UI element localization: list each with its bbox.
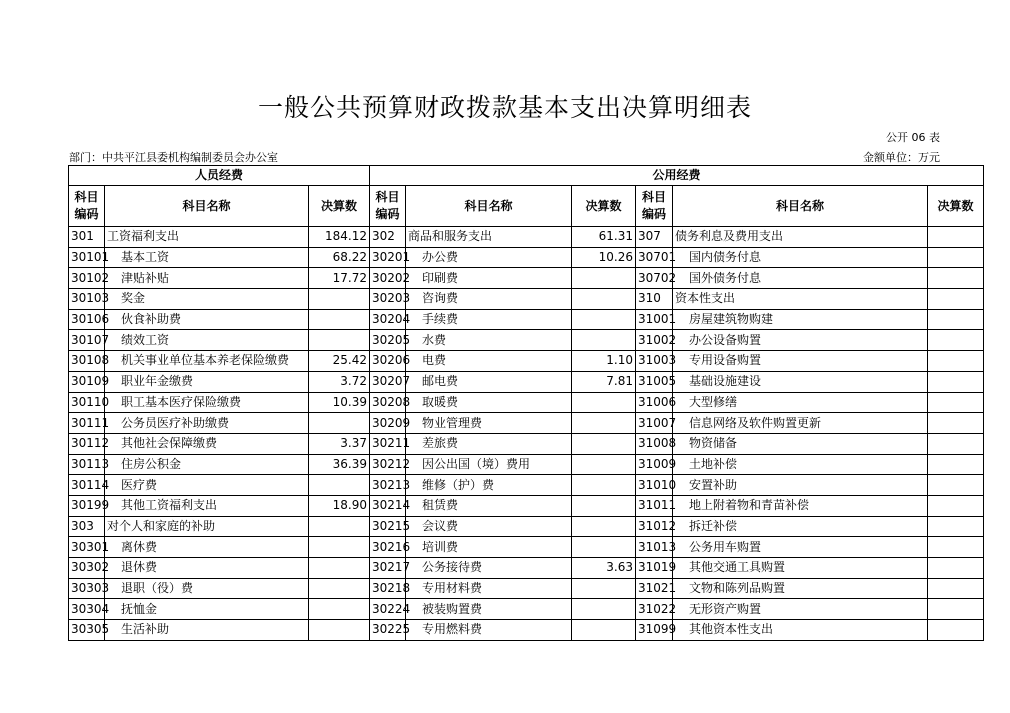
header-name: 科目名称 [673, 186, 928, 227]
amount-cell [572, 413, 636, 434]
amount-cell [928, 558, 984, 579]
subject-code-cell: 30213 [370, 475, 406, 496]
table-row [69, 558, 984, 579]
header-code: 科目编码 [69, 186, 105, 227]
amount-cell: 18.90 [309, 495, 370, 516]
subject-name-cell: 其他资本性支出 [673, 620, 928, 641]
amount-cell [309, 413, 370, 434]
subject-name-cell: 因公出国（境）费用 [406, 454, 572, 475]
amount-cell: 17.72 [309, 268, 370, 289]
amount-cell [928, 516, 984, 537]
amount-cell [928, 620, 984, 641]
subject-code-cell: 30108 [69, 351, 105, 372]
subject-name-cell: 离休费 [105, 537, 309, 558]
department-label: 部门：中共平江县委机构编制委员会办公室 [69, 151, 278, 164]
subject-name-cell: 咨询费 [406, 289, 572, 310]
subject-name-cell: 地上附着物和青苗补偿 [673, 495, 928, 516]
subject-code-cell: 31001 [636, 309, 673, 330]
subject-code-cell: 30109 [69, 371, 105, 392]
subject-code-cell: 30304 [69, 599, 105, 620]
subject-code-cell: 31011 [636, 495, 673, 516]
subject-code-cell: 30216 [370, 537, 406, 558]
subject-name-cell: 租赁费 [406, 495, 572, 516]
subject-code-cell: 30113 [69, 454, 105, 475]
table-row [69, 599, 984, 620]
amount-cell: 10.39 [309, 392, 370, 413]
amount-cell: 184.12 [309, 227, 370, 248]
subject-code-cell: 31010 [636, 475, 673, 496]
subject-name-cell: 公务用车购置 [673, 537, 928, 558]
amount-cell [572, 495, 636, 516]
subject-name-cell: 无形资产购置 [673, 599, 928, 620]
subject-code-cell: 31002 [636, 330, 673, 351]
amount-cell [309, 330, 370, 351]
subject-name-cell: 被装购置费 [406, 599, 572, 620]
subject-code-cell: 30199 [69, 495, 105, 516]
subject-code-cell: 30301 [69, 537, 105, 558]
subject-code-cell: 30218 [370, 578, 406, 599]
table-row [69, 268, 984, 289]
subject-code-cell: 31003 [636, 351, 673, 372]
subject-code-cell: 31007 [636, 413, 673, 434]
subject-name-cell: 商品和服务支出 [406, 227, 572, 248]
subject-code-cell: 30112 [69, 433, 105, 454]
subject-name-cell: 邮电费 [406, 371, 572, 392]
amount-cell: 3.63 [572, 558, 636, 579]
subject-name-cell: 其他社会保障缴费 [105, 433, 309, 454]
subject-code-cell: 31021 [636, 578, 673, 599]
amount-cell: 10.26 [572, 247, 636, 268]
subject-code-cell: 30225 [370, 620, 406, 641]
subject-name-cell: 医疗费 [105, 475, 309, 496]
subject-code-cell: 302 [370, 227, 406, 248]
subject-name-cell: 办公设备购置 [673, 330, 928, 351]
subject-code-cell: 30211 [370, 433, 406, 454]
amount-cell [928, 475, 984, 496]
subject-name-cell: 专用设备购置 [673, 351, 928, 372]
subject-name-cell: 物资储备 [673, 433, 928, 454]
amount-cell [572, 454, 636, 475]
subject-code-cell: 30110 [69, 392, 105, 413]
amount-cell: 1.10 [572, 351, 636, 372]
subject-code-cell: 30114 [69, 475, 105, 496]
amount-cell [572, 309, 636, 330]
amount-cell [928, 371, 984, 392]
subject-name-cell: 维修（护）费 [406, 475, 572, 496]
amount-cell [309, 537, 370, 558]
table-row [69, 371, 984, 392]
amount-cell [309, 599, 370, 620]
subject-code-cell: 30212 [370, 454, 406, 475]
subject-code-cell: 30208 [370, 392, 406, 413]
header-name: 科目名称 [105, 186, 309, 227]
table-body [69, 227, 984, 641]
amount-cell [572, 330, 636, 351]
amount-cell: 7.81 [572, 371, 636, 392]
subject-name-cell: 生活补助 [105, 620, 309, 641]
subject-name-cell: 机关事业单位基本养老保险缴费 [105, 351, 309, 372]
subject-name-cell: 物业管理费 [406, 413, 572, 434]
amount-cell [572, 289, 636, 310]
expenditure-table [68, 165, 984, 641]
amount-cell [928, 309, 984, 330]
subject-code-cell: 31008 [636, 433, 673, 454]
subject-name-cell: 工资福利支出 [105, 227, 309, 248]
amount-cell [572, 392, 636, 413]
amount-cell [928, 330, 984, 351]
amount-cell [309, 578, 370, 599]
subject-code-cell: 30202 [370, 268, 406, 289]
amount-cell [928, 392, 984, 413]
subject-name-cell: 培训费 [406, 537, 572, 558]
subject-name-cell: 津贴补贴 [105, 268, 309, 289]
subject-name-cell: 差旅费 [406, 433, 572, 454]
amount-cell [309, 620, 370, 641]
subject-name-cell: 基础设施建设 [673, 371, 928, 392]
subject-code-cell: 30101 [69, 247, 105, 268]
subject-code-cell: 30205 [370, 330, 406, 351]
subject-name-cell: 职业年金缴费 [105, 371, 309, 392]
subject-code-cell: 31009 [636, 454, 673, 475]
amount-cell [572, 268, 636, 289]
subject-code-cell: 31099 [636, 620, 673, 641]
subject-code-cell: 31012 [636, 516, 673, 537]
subject-name-cell: 大型修缮 [673, 392, 928, 413]
amount-cell: 61.31 [572, 227, 636, 248]
amount-cell [928, 454, 984, 475]
subject-name-cell: 伙食补助费 [105, 309, 309, 330]
table-row [69, 330, 984, 351]
subject-name-cell: 拆迁补偿 [673, 516, 928, 537]
header-name: 科目名称 [406, 186, 572, 227]
subject-name-cell: 住房公积金 [105, 454, 309, 475]
table-row [69, 289, 984, 310]
subject-name-cell: 文物和陈列品购置 [673, 578, 928, 599]
subject-name-cell: 债务利息及费用支出 [673, 227, 928, 248]
subject-code-cell: 30102 [69, 268, 105, 289]
table-row [69, 433, 984, 454]
amount-cell [928, 289, 984, 310]
table-row [69, 413, 984, 434]
amount-cell: 3.37 [309, 433, 370, 454]
amount-cell [309, 475, 370, 496]
subject-code-cell: 30302 [69, 558, 105, 579]
subject-code-cell: 30217 [370, 558, 406, 579]
subject-name-cell: 安置补助 [673, 475, 928, 496]
amount-cell [928, 599, 984, 620]
subject-name-cell: 印刷费 [406, 268, 572, 289]
subject-code-cell: 30107 [69, 330, 105, 351]
subject-code-cell: 31019 [636, 558, 673, 579]
amount-cell [572, 599, 636, 620]
amount-cell [309, 558, 370, 579]
page-title: 一般公共预算财政拨款基本支出决算明细表 [257, 93, 752, 122]
subject-code-cell: 307 [636, 227, 673, 248]
subject-name-cell: 电费 [406, 351, 572, 372]
subject-name-cell: 手续费 [406, 309, 572, 330]
subject-code-cell: 301 [69, 227, 105, 248]
subject-code-cell: 30215 [370, 516, 406, 537]
subject-code-cell: 30303 [69, 578, 105, 599]
subject-name-cell: 房屋建筑物购建 [673, 309, 928, 330]
form-code: 公开 06 表 [886, 131, 940, 144]
amount-cell [928, 537, 984, 558]
subject-code-cell: 30204 [370, 309, 406, 330]
amount-cell [572, 537, 636, 558]
amount-cell [928, 227, 984, 248]
subject-name-cell: 办公费 [406, 247, 572, 268]
table-row [69, 351, 984, 372]
subject-code-cell: 30701 [636, 247, 673, 268]
amount-cell [928, 433, 984, 454]
subject-name-cell: 其他交通工具购置 [673, 558, 928, 579]
subject-code-cell: 30207 [370, 371, 406, 392]
subject-name-cell: 资本性支出 [673, 289, 928, 310]
column-header-row [69, 186, 984, 227]
subject-name-cell: 对个人和家庭的补助 [105, 516, 309, 537]
subject-code-cell: 30209 [370, 413, 406, 434]
subject-name-cell: 国内债务付息 [673, 247, 928, 268]
group-public: 公用经费 [370, 166, 984, 186]
subject-code-cell: 30106 [69, 309, 105, 330]
subject-name-cell: 奖金 [105, 289, 309, 310]
table-row [69, 392, 984, 413]
subject-code-cell: 31005 [636, 371, 673, 392]
subject-code-cell: 30224 [370, 599, 406, 620]
header-amount: 决算数 [928, 186, 984, 227]
subject-code-cell: 30203 [370, 289, 406, 310]
subject-name-cell: 职工基本医疗保险缴费 [105, 392, 309, 413]
subject-name-cell: 抚恤金 [105, 599, 309, 620]
subject-code-cell: 31022 [636, 599, 673, 620]
subject-code-cell: 30206 [370, 351, 406, 372]
header-code: 科目编码 [636, 186, 673, 227]
subject-code-cell: 30103 [69, 289, 105, 310]
amount-cell [928, 413, 984, 434]
subject-name-cell: 其他工资福利支出 [105, 495, 309, 516]
subject-name-cell: 退休费 [105, 558, 309, 579]
amount-cell: 68.22 [309, 247, 370, 268]
table-row [69, 516, 984, 537]
subject-code-cell: 30201 [370, 247, 406, 268]
unit-label: 金额单位：万元 [863, 151, 940, 164]
table-row [69, 495, 984, 516]
subject-name-cell: 专用材料费 [406, 578, 572, 599]
amount-cell [572, 516, 636, 537]
table-row [69, 227, 984, 248]
header-amount: 决算数 [309, 186, 370, 227]
subject-name-cell: 基本工资 [105, 247, 309, 268]
amount-cell [928, 247, 984, 268]
amount-cell [572, 620, 636, 641]
amount-cell [928, 578, 984, 599]
subject-name-cell: 水费 [406, 330, 572, 351]
subject-code-cell: 30214 [370, 495, 406, 516]
subject-code-cell: 31013 [636, 537, 673, 558]
amount-cell [928, 351, 984, 372]
subject-code-cell: 30702 [636, 268, 673, 289]
subject-code-cell: 303 [69, 516, 105, 537]
amount-cell [928, 268, 984, 289]
subject-name-cell: 会议费 [406, 516, 572, 537]
table-row [69, 309, 984, 330]
subject-name-cell: 土地补偿 [673, 454, 928, 475]
table-row [69, 578, 984, 599]
subject-name-cell: 公务接待费 [406, 558, 572, 579]
subject-name-cell: 公务员医疗补助缴费 [105, 413, 309, 434]
amount-cell [309, 516, 370, 537]
subject-code-cell: 310 [636, 289, 673, 310]
amount-cell: 36.39 [309, 454, 370, 475]
subject-code-cell: 30111 [69, 413, 105, 434]
subject-name-cell: 取暖费 [406, 392, 572, 413]
amount-cell [309, 289, 370, 310]
amount-cell: 25.42 [309, 351, 370, 372]
subject-code-cell: 31006 [636, 392, 673, 413]
amount-cell [572, 475, 636, 496]
amount-cell: 3.72 [309, 371, 370, 392]
table-row [69, 454, 984, 475]
table-row [69, 475, 984, 496]
group-personnel: 人员经费 [69, 166, 370, 186]
subject-code-cell: 30305 [69, 620, 105, 641]
header-code: 科目编码 [370, 186, 406, 227]
amount-cell [572, 578, 636, 599]
subject-name-cell: 绩效工资 [105, 330, 309, 351]
subject-name-cell: 国外债务付息 [673, 268, 928, 289]
amount-cell [309, 309, 370, 330]
subject-name-cell: 退职（役）费 [105, 578, 309, 599]
subject-name-cell: 信息网络及软件购置更新 [673, 413, 928, 434]
header-amount: 决算数 [572, 186, 636, 227]
table-row [69, 537, 984, 558]
subject-name-cell: 专用燃料费 [406, 620, 572, 641]
amount-cell [572, 433, 636, 454]
table-row [69, 620, 984, 641]
group-header-row [69, 166, 984, 186]
amount-cell [928, 495, 984, 516]
table-row [69, 247, 984, 268]
